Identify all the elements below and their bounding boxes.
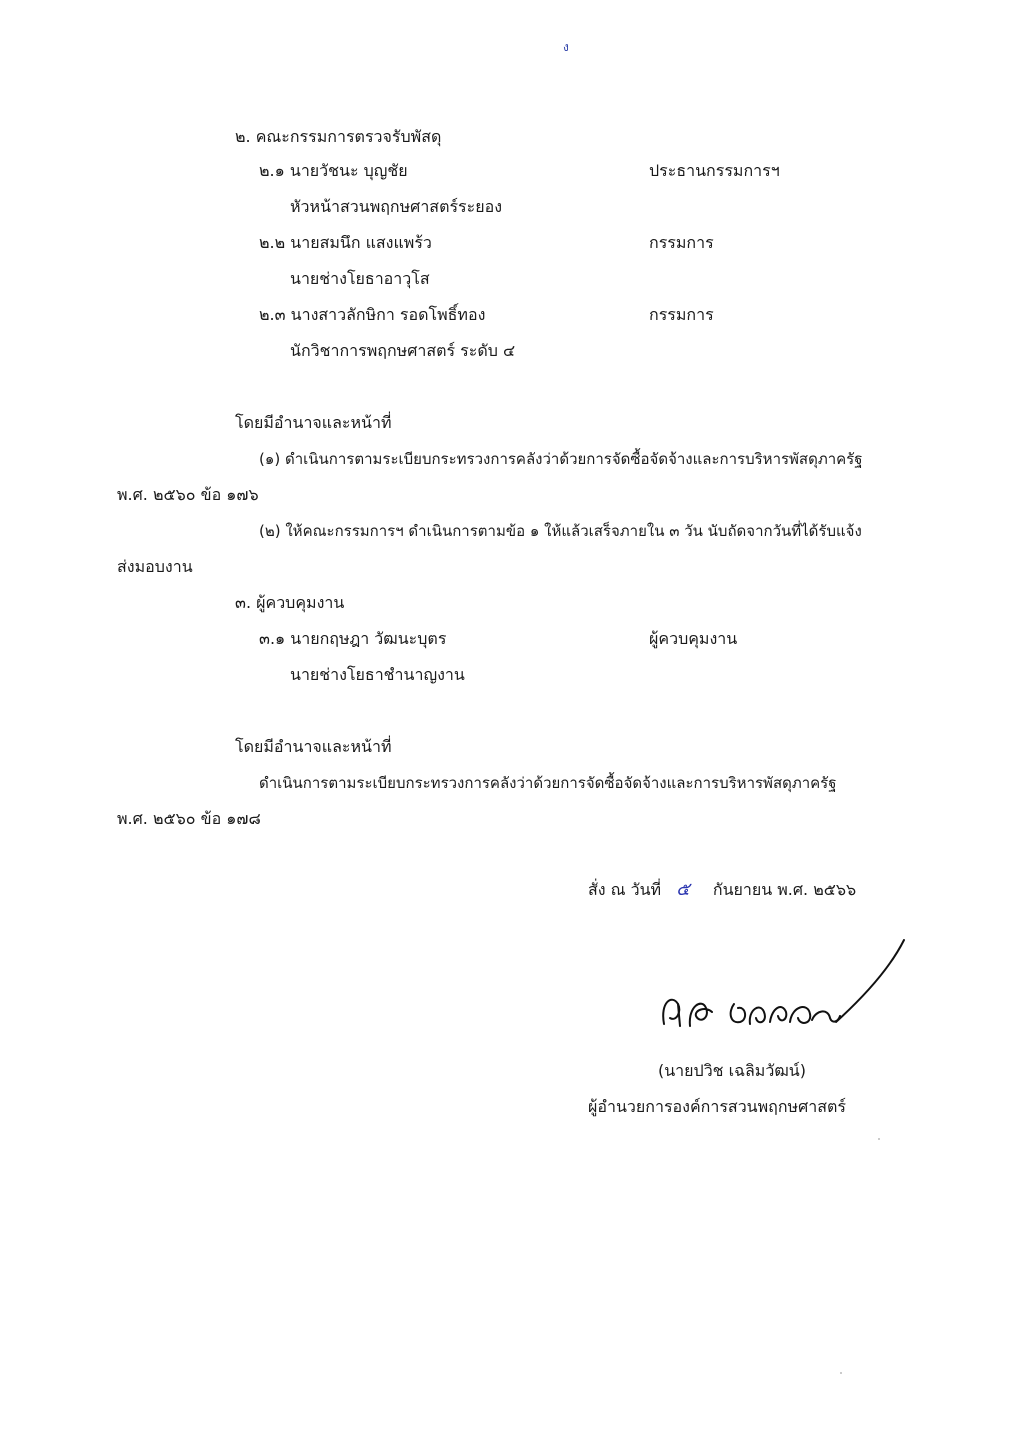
section-3-duty-line-1: ดำเนินการตามระเบียบกระทรวงการคลังว่าด้วยการจัดซื้อจัดจ้างและการบริหารพัสดุภาครัฐ — [259, 774, 837, 792]
member-2-3-title: นักวิชาการพฤกษศาสตร์ ระดับ ๔ — [290, 341, 516, 360]
member-3-1-name: ๓.๑ นายกฤษฎา วัฒนะบุตร — [259, 629, 447, 648]
section-3-duty-heading: โดยมีอำนาจและหน้าที่ — [235, 737, 392, 756]
section-3-duty-line-2: พ.ศ. ๒๕๖๐ ข้อ ๑๗๘ — [117, 809, 261, 828]
order-date-day: ๕ — [676, 879, 690, 900]
section-3-heading: ๓. ผู้ควบคุมงาน — [235, 593, 345, 612]
section-2-heading: ๒. คณะกรรมการตรวจรับพัสดุ — [235, 127, 442, 146]
member-2-1-role: ประธานกรรมการฯ — [649, 161, 780, 180]
order-date-prefix: สั่ง ณ วันที่ — [588, 880, 662, 899]
member-2-2-name: ๒.๒ นายสมนึก แสงแพร้ว — [259, 233, 432, 252]
scan-speck — [878, 1138, 880, 1140]
member-2-2-role: กรรมการ — [649, 233, 714, 252]
section-2-duty-1-line-2: พ.ศ. ๒๕๖๐ ข้อ ๑๗๖ — [117, 485, 259, 504]
member-2-3-role: กรรมการ — [649, 305, 714, 324]
section-2-duty-1-line-1: (๑) ดำเนินการตามระเบียบกระทรวงการคลังว่าด้วยการจัดซื้อจัดจ้างและการบริหารพัสดุภาครัฐ — [259, 450, 863, 468]
member-2-1-title: หัวหน้าสวนพฤกษศาสตร์ระยอง — [290, 197, 503, 216]
member-3-1-role: ผู้ควบคุมงาน — [649, 629, 738, 648]
member-2-2-title: นายช่างโยธาอาวุโส — [290, 269, 430, 288]
signature-image — [650, 932, 920, 1042]
top-mark: ง — [563, 40, 569, 54]
order-date-suffix: กันยายน พ.ศ. ๒๕๖๖ — [712, 880, 857, 899]
member-2-3-name: ๒.๓ นางสาวลักษิกา รอดโพธิ์ทอง — [259, 305, 486, 324]
member-3-1-title: นายช่างโยธาชำนาญงาน — [290, 665, 465, 684]
section-2-duty-2-line-1: (๒) ให้คณะกรรมการฯ ดำเนินการตามข้อ ๑ ให้แล้วเสร็จภายใน ๓ วัน นับถัดจากวันที่ได้รับแจ้ง — [259, 522, 862, 540]
scan-speck — [840, 1372, 842, 1374]
section-2-duty-2-line-2: ส่งมอบงาน — [117, 557, 193, 576]
section-2-duty-heading: โดยมีอำนาจและหน้าที่ — [235, 413, 392, 432]
signer-name: (นายปวิช เฉลิมวัฒน์) — [658, 1061, 806, 1080]
signer-position: ผู้อำนวยการองค์การสวนพฤกษศาสตร์ — [588, 1097, 846, 1116]
member-2-1-name: ๒.๑ นายวัชนะ บุญชัย — [259, 161, 408, 180]
order-date-line — [588, 879, 856, 901]
